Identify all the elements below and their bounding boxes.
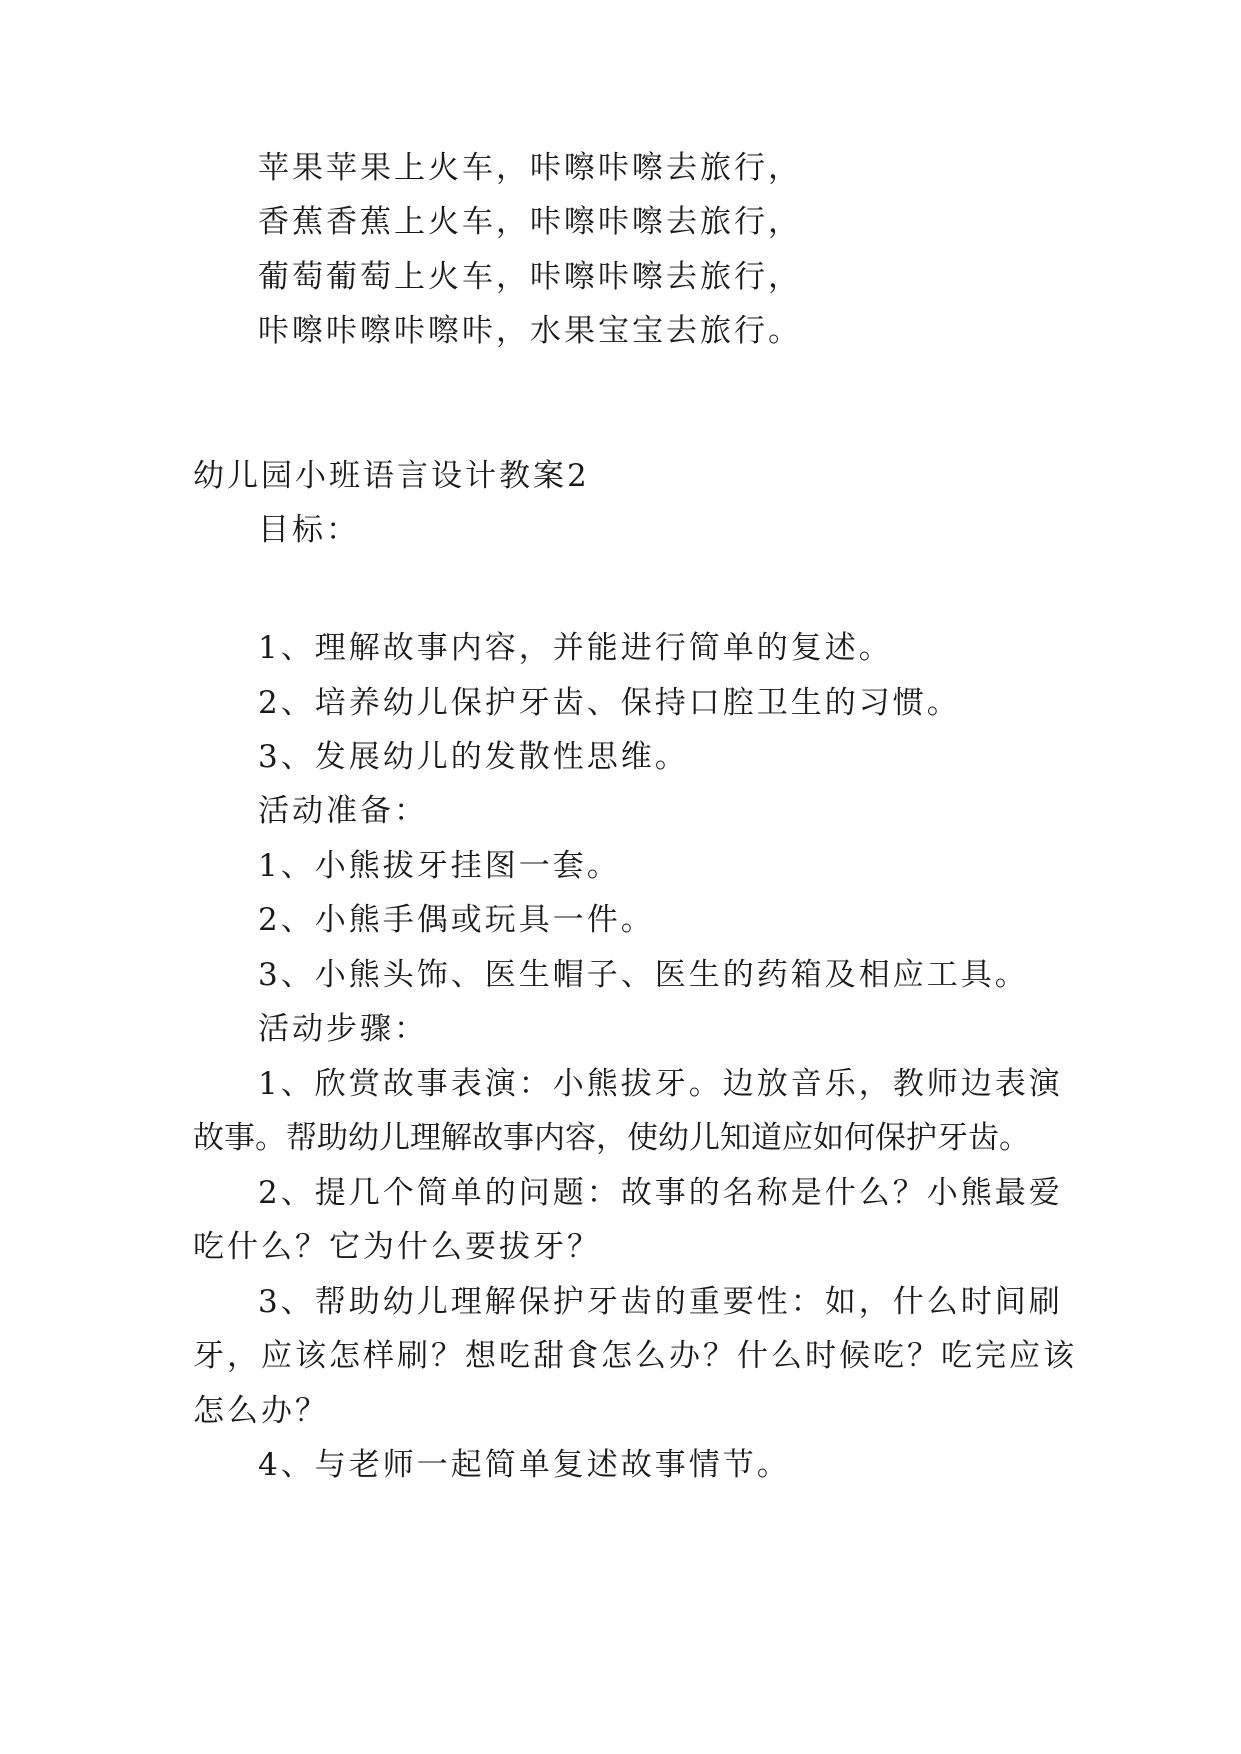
goal-item-2: 2、培养幼儿保护牙齿、保持口腔卫生的习惯。 xyxy=(258,685,961,721)
poem-line-2: 香蕉香蕉上火车，咔嚓咔嚓去旅行， xyxy=(258,204,802,240)
section-title: 幼儿园小班语言设计教案2 xyxy=(193,458,590,494)
step-1-line-1: 1、欣赏故事表演：小熊拔牙。边放音乐，教师边表演 xyxy=(258,1066,1063,1102)
goal-item-3: 3、发展幼儿的发散性思维。 xyxy=(258,739,689,775)
poem-line-3: 葡萄葡萄上火车，咔嚓咔嚓去旅行， xyxy=(258,259,802,295)
prep-item-3: 3、小熊头饰、医生帽子、医生的药箱及相应工具。 xyxy=(258,957,1029,993)
step-3-line-3: 怎么办？ xyxy=(193,1393,329,1429)
step-3-line-1: 3、帮助幼儿理解保护牙齿的重要性：如，什么时间刷 xyxy=(258,1284,1063,1320)
step-2-line-2: 吃什么？它为什么要拔牙？ xyxy=(193,1229,601,1265)
prep-heading: 活动准备： xyxy=(258,793,428,829)
step-3-line-2: 牙，应该怎样刷？想吃甜食怎么办？什么时候吃？吃完应该 xyxy=(193,1338,1077,1374)
step-1-line-2: 故事。帮助幼儿理解故事内容，使幼儿知道应如何保护牙齿。 xyxy=(193,1120,1030,1156)
prep-item-1: 1、小熊拔牙挂图一套。 xyxy=(258,848,621,884)
goal-item-1: 1、理解故事内容，并能进行简单的复述。 xyxy=(258,630,893,666)
prep-item-2: 2、小熊手偶或玩具一件。 xyxy=(258,902,655,938)
poem-line-4: 咔嚓咔嚓咔嚓咔，水果宝宝去旅行。 xyxy=(258,313,802,349)
goals-heading: 目标： xyxy=(258,512,360,548)
poem-line-1: 苹果苹果上火车，咔嚓咔嚓去旅行， xyxy=(258,150,802,186)
steps-heading: 活动步骤： xyxy=(258,1011,428,1047)
step-4-line-1: 4、与老师一起简单复述故事情节。 xyxy=(258,1447,791,1483)
step-2-line-1: 2、提几个简单的问题：故事的名称是什么？小熊最爱 xyxy=(258,1175,1063,1211)
